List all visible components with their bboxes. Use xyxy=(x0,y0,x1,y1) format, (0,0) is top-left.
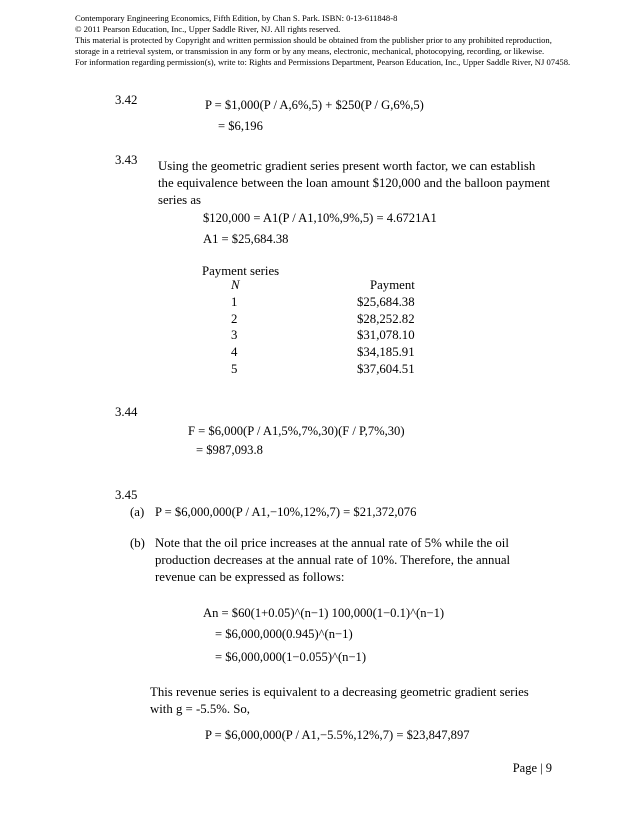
equation: P = $6,000,000(P / A1,−5.5%,12%,7) = $23,847,897 xyxy=(205,728,470,742)
problem-number: 3.44 xyxy=(115,405,138,419)
paragraph-line: This revenue series is equivalent to a decreasing geometric gradient series xyxy=(150,685,529,699)
table-row xyxy=(203,294,415,311)
cell-payment: $34,185.91 xyxy=(357,345,415,360)
equation: A1 = $25,684.38 xyxy=(203,232,289,246)
table-row xyxy=(203,327,415,344)
cell-payment: $37,604.51 xyxy=(357,361,415,376)
cell-n: 4 xyxy=(231,345,238,360)
table-row xyxy=(203,361,415,378)
payment-table xyxy=(203,277,415,378)
column-header-n: N xyxy=(231,278,240,292)
problem-number: 3.45 xyxy=(115,488,138,502)
equation-result: = $6,196 xyxy=(218,119,263,133)
header-line: Contemporary Engineering Economics, Fifth Edition, by Chan S. Park. ISBN: 0-13-611848-8 xyxy=(75,13,398,23)
cell-n: 5 xyxy=(231,361,238,376)
header-line: © 2011 Pearson Education, Inc., Upper Saddle River, NJ. All rights reserved. xyxy=(75,24,341,34)
header-line: storage in a retrieval system, or transmission in any form or by any means, electronic, mechanical, photocopying, recording, or likewise. xyxy=(75,46,545,56)
cell-n: 3 xyxy=(231,328,238,343)
cell-payment: $25,684.38 xyxy=(357,294,415,309)
equation-result: = $987,093.8 xyxy=(196,443,263,457)
part-label: (b) xyxy=(130,536,145,550)
part-label: (a) xyxy=(130,505,145,519)
equation: = $6,000,000(1−0.055)^(n−1) xyxy=(215,650,367,664)
table-header-row xyxy=(203,277,415,294)
table-row xyxy=(203,344,415,361)
cell-payment: $28,252.82 xyxy=(357,311,415,326)
cell-n: 2 xyxy=(231,311,238,326)
paragraph-line: with g = -5.5%. So, xyxy=(150,702,250,716)
header-line: This material is protected by Copyright and written permission should be obtained from the publisher prior to any prohibited reproduction, xyxy=(75,35,552,45)
header-line: For information regarding permission(s), write to: Rights and Permissions Department, Pearson Education, Inc., Upper Saddle River, NJ 07458. xyxy=(75,57,571,67)
equation: F = $6,000(P / A1,5%,7%,30)(F / P,7%,30) xyxy=(188,424,405,438)
equation: $120,000 = A1(P / A1,10%,9%,5) = 4.6721A1 xyxy=(203,211,437,225)
cell-n: 1 xyxy=(231,294,238,309)
paragraph-line: production decreases at the annual rate of 10%. Therefore, the annual xyxy=(155,553,511,567)
cell-payment: $31,078.10 xyxy=(357,328,415,343)
table-row xyxy=(203,311,415,328)
paragraph-line: the equivalence between the loan amount $120,000 and the balloon payment xyxy=(158,176,550,190)
paragraph-line: revenue can be expressed as follows: xyxy=(155,570,345,584)
equation: P = $6,000,000(P / A1,−10%,12%,7) = $21,372,076 xyxy=(155,505,417,519)
page-number: Page | 9 xyxy=(512,761,552,775)
problem-number: 3.43 xyxy=(115,153,138,167)
paragraph-line: series as xyxy=(158,193,201,207)
paragraph-line: Using the geometric gradient series present worth factor, we can establish xyxy=(158,159,536,173)
equation: = $6,000,000(0.945)^(n−1) xyxy=(215,627,353,641)
problem-number: 3.42 xyxy=(115,93,138,107)
equation: P = $1,000(P / A,6%,5) + $250(P / G,6%,5) xyxy=(205,98,424,112)
paragraph-line: Note that the oil price increases at the annual rate of 5% while the oil xyxy=(155,536,509,550)
equation: An = $60(1+0.05)^(n−1) 100,000(1−0.1)^(n−1) xyxy=(203,606,445,620)
column-header-payment: Payment xyxy=(370,278,415,292)
table-title: Payment series xyxy=(202,264,280,278)
